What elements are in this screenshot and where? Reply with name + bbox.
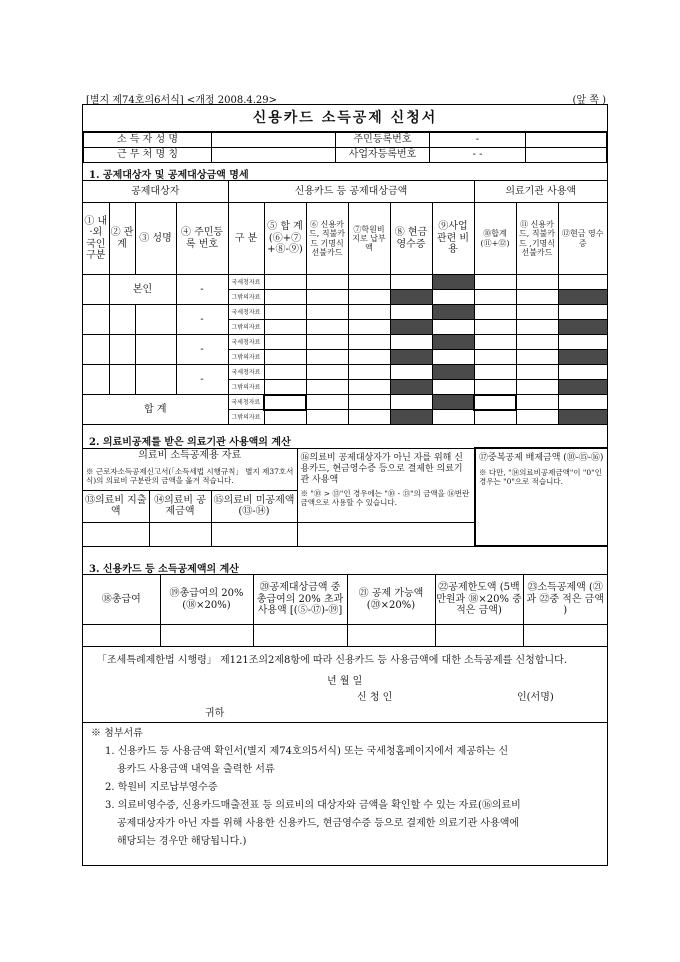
cell[interactable] (306, 335, 348, 350)
form-number: [별지 제74호의6서식] <개정 2008.4.29> (86, 95, 278, 106)
c20-value[interactable] (253, 625, 347, 647)
medical-data-label: 의료비 소득공제용 자료 (83, 448, 297, 462)
name-label: 소 득 자 성 명 (84, 133, 212, 148)
cell[interactable] (516, 290, 558, 305)
col15-value[interactable] (211, 522, 297, 546)
section1-title: 1. 공제대상자 및 공제대상금액 명세 (89, 170, 249, 181)
col16-value[interactable] (297, 522, 475, 546)
page-side: (앞 쪽 ) (572, 95, 606, 106)
total-sum-cell[interactable] (264, 395, 306, 410)
cell[interactable] (558, 335, 607, 350)
group-medical: 의료기관 사용액 (474, 181, 607, 203)
total-label: 합 계 (83, 395, 228, 425)
section2-table (83, 447, 607, 547)
col-medical-total: ⑩합계 (⑪+⑫) (474, 203, 516, 275)
rrn-extra (526, 133, 607, 148)
cell[interactable] (432, 320, 474, 335)
shaded-cell (558, 320, 607, 335)
cell[interactable] (516, 365, 558, 380)
cell[interactable] (474, 305, 516, 320)
cell[interactable] (348, 395, 390, 410)
col-academy: ⑦학원비 지로 납부액 (348, 203, 390, 275)
attachment-item-3b: 공제대상자가 아닌 자를 위해 사용한 신용카드, 현금영수증 등으로 결제한 의료기관 사용액에 (117, 818, 520, 829)
row-type-other: 그밖의자료 (228, 320, 264, 335)
row-type-other: 그밖의자료 (228, 380, 264, 395)
cell[interactable] (558, 275, 607, 290)
cell[interactable] (306, 350, 348, 365)
applicant-line (97, 690, 597, 706)
applicant-info-table (83, 132, 607, 163)
cell[interactable] (516, 350, 558, 365)
cell[interactable] (264, 290, 306, 305)
cell[interactable] (264, 305, 306, 320)
cell[interactable] (306, 275, 348, 290)
rrn-field[interactable]: - (430, 133, 526, 148)
medical-data-note: ※ 근로자소득공제신고서(「소득세법 시행규칙」 별지 제37호서식)의 의료비 구분란의 금액을 옮겨 적습니다. (83, 462, 297, 490)
row2-name[interactable] (135, 305, 176, 335)
col16-title: ⑯의료비 공제대상자가 아닌 자를 위해 신용카드, 현금영수증 등으로 결제한 의료기관 사용액 (300, 452, 463, 485)
row-type-nts: 국세청자료 (228, 395, 264, 410)
c21-header: ㉑ 공제 가능액 (⑳×20%) (347, 575, 435, 625)
col-division: 구 분 (228, 203, 264, 275)
shaded-cell (432, 395, 474, 410)
cell[interactable] (348, 335, 390, 350)
bizno-field[interactable]: - - (430, 148, 526, 163)
cell[interactable] (558, 305, 607, 320)
cell[interactable] (390, 365, 432, 380)
section3-table (83, 574, 607, 647)
col15-header: ⑮의료비 미공제액 (⑬-⑭) (211, 490, 297, 522)
section1-table (83, 180, 607, 425)
row-type-nts: 국세청자료 (228, 335, 264, 350)
group-target: 공제대상자 (83, 181, 228, 203)
col14-header: ⑭의료비 공제금액 (149, 490, 211, 522)
c19-value[interactable] (160, 625, 253, 647)
cell[interactable] (348, 275, 390, 290)
attachment-item-1b: 용카드 사용금액 내역을 출력한 서류 (117, 764, 275, 775)
bizno-extra (526, 148, 607, 163)
cell[interactable] (390, 395, 432, 410)
attachment-item-3c: 해당되는 경우만 해당됩니다.) (117, 836, 247, 847)
cell[interactable] (348, 350, 390, 365)
bizno-label: 사업자등록번호 (336, 148, 430, 163)
col-total: ⑤ 합 계 (⑥+⑦ +⑧-⑨) (264, 203, 306, 275)
cell[interactable] (516, 395, 558, 410)
addressee-line (97, 706, 597, 722)
shaded-cell (432, 305, 474, 320)
row2-relation[interactable] (109, 305, 135, 335)
workplace-field[interactable] (212, 148, 336, 163)
cell[interactable] (264, 350, 306, 365)
cell[interactable] (306, 290, 348, 305)
row-type-nts: 국세청자료 (228, 275, 264, 290)
cell[interactable] (264, 320, 306, 335)
cell[interactable] (306, 320, 348, 335)
c22-header: ㉒공제한도액 (5백만원과 ⑱×20% 중 적은 금액) (435, 575, 523, 625)
c22-value[interactable] (435, 625, 523, 647)
group-amount: 신용카드 등 공제대상금액 (228, 181, 474, 203)
cell[interactable] (558, 365, 607, 380)
shaded-cell (390, 320, 432, 335)
col17-header (475, 448, 607, 546)
cell[interactable] (264, 365, 306, 380)
signature-field[interactable]: 인(서명) (517, 692, 554, 703)
shaded-cell (390, 350, 432, 365)
cell[interactable] (432, 350, 474, 365)
cell[interactable] (348, 365, 390, 380)
shaded-cell (390, 290, 432, 305)
row4-relation[interactable] (109, 365, 135, 395)
row3-relation[interactable] (109, 335, 135, 365)
col-nationality: ① 내·외 국인 구분 (83, 203, 109, 275)
c18-value[interactable] (83, 625, 160, 647)
c18-header: ⑱총급여 (83, 575, 160, 625)
col17-note: ※ 다만, "⑭의료비공제금액"이 "0"인 경우는 "0"으로 적습니다. (479, 468, 602, 486)
row-type-other: 그밖의자료 (228, 290, 264, 305)
cell[interactable] (516, 320, 558, 335)
cell[interactable] (348, 305, 390, 320)
row2-nationality[interactable] (83, 305, 109, 335)
rrn-label: 주민등록번호 (336, 133, 430, 148)
cell[interactable] (348, 320, 390, 335)
cell[interactable] (432, 290, 474, 305)
row-type-other: 그밖의자료 (228, 350, 264, 365)
declaration (83, 647, 607, 722)
name-field[interactable] (212, 133, 336, 148)
row1-self: 본인 (109, 275, 176, 305)
col-business: ⑨사업 관련 비용 (432, 203, 474, 275)
cell[interactable] (306, 410, 348, 425)
workplace-label: 근 무 처 명 칭 (84, 148, 212, 163)
cell[interactable] (516, 335, 558, 350)
date-line (97, 674, 597, 690)
attachments-title: ※ 첨부서류 (91, 728, 143, 739)
col-credit-card: ⑥ 신용카드, 직불카드 기명식 선불카드 (306, 203, 348, 275)
cell[interactable] (474, 410, 516, 425)
row-type-nts: 국세청자료 (228, 365, 264, 380)
row-type-nts: 국세청자료 (228, 305, 264, 320)
shaded-cell (558, 380, 607, 395)
cell[interactable] (306, 365, 348, 380)
total-medical-cell[interactable] (474, 395, 516, 410)
col-medical-cash: ⑫현금 영수증 (558, 203, 607, 275)
declaration-text: 「조세특례제한법 시행령」 제121조의2제8항에 따라 신용카드 등 사용금액에 대한 소득공제를 신청합니다. (97, 655, 567, 666)
c23-header: ㉓소득공제액 (㉑과 ㉒중 적은 금액 ) (523, 575, 607, 625)
attachment-item-2: 2. 학원비 지로납부영수증 (105, 782, 218, 793)
cell[interactable] (474, 275, 516, 290)
cell[interactable] (264, 410, 306, 425)
col-cash-receipt: ⑧ 현금 영수증 (390, 203, 432, 275)
col17-title: ⑰중복공제 배제금액 (⑩-⑮-⑯) (479, 453, 604, 463)
addressee: 귀하 (205, 708, 225, 719)
cell[interactable] (390, 305, 432, 320)
col14-value[interactable] (149, 522, 211, 546)
col-rrn: ④ 주민등록 번호 (176, 203, 228, 275)
cell[interactable] (306, 395, 348, 410)
cell[interactable] (348, 380, 390, 395)
row3-nationality[interactable] (83, 335, 109, 365)
form-frame (82, 104, 608, 866)
cell[interactable] (306, 380, 348, 395)
section3-title: 3. 신용카드 등 소득공제액의 계산 (89, 564, 239, 575)
shaded-cell (390, 410, 432, 425)
shaded-cell (432, 365, 474, 380)
cell[interactable] (306, 305, 348, 320)
cell[interactable] (558, 395, 607, 410)
row1-nationality[interactable] (83, 275, 109, 305)
applicant-label: 신 청 인 (357, 692, 393, 703)
row4-rrn[interactable]: - (176, 365, 228, 395)
shaded-cell (432, 335, 474, 350)
date: 년 월 일 (327, 676, 363, 687)
shaded-cell (558, 410, 607, 425)
row3-rrn[interactable]: - (176, 335, 228, 365)
row4-name[interactable] (135, 365, 176, 395)
col13-value[interactable] (83, 522, 149, 546)
cell[interactable] (474, 320, 516, 335)
col13-header: ⑬의료비 지출액 (83, 490, 149, 522)
c21-value[interactable] (347, 625, 435, 647)
cell[interactable] (432, 410, 474, 425)
row-type-other: 그밖의자료 (228, 410, 264, 425)
row2-rrn[interactable]: - (176, 305, 228, 335)
cell[interactable] (516, 275, 558, 290)
row4-nationality[interactable] (83, 365, 109, 395)
cell[interactable] (264, 275, 306, 290)
cell[interactable] (390, 275, 432, 290)
section2-title: 2. 의료비공제를 받은 의료기관 사용액의 계산 (89, 437, 291, 448)
cell[interactable] (516, 380, 558, 395)
cell[interactable] (516, 410, 558, 425)
cell[interactable] (390, 335, 432, 350)
cell[interactable] (474, 335, 516, 350)
col-name: ③ 성명 (135, 203, 176, 275)
row3-name[interactable] (135, 335, 176, 365)
attachments (83, 722, 607, 853)
cell[interactable] (474, 365, 516, 380)
col-medical-card: ⑪ 신용카드, 직불카드 ,기명식 선불카드 (516, 203, 558, 275)
row1-rrn[interactable]: - (176, 275, 228, 305)
shaded-cell (558, 350, 607, 365)
shaded-cell (558, 290, 607, 305)
cell[interactable] (474, 290, 516, 305)
cell[interactable] (348, 290, 390, 305)
c23-value[interactable] (523, 625, 607, 647)
form-title: 신용카드 소득공제 신청서 (83, 105, 607, 132)
shaded-cell (390, 380, 432, 395)
attachment-item-3: 3. 의료비영수증, 신용카드매출전표 등 의료비의 대상자와 금액을 확인할 수 있는 자료(⑯의료비 (105, 800, 521, 811)
col16-note: ※ "⑩ > ⑬"인 경우에는 "⑩ - ⑬"의 금액을 ⑯번란 금액으로 사용할 수 있습니다. (300, 488, 470, 507)
cell[interactable] (348, 410, 390, 425)
col-relation: ② 관계 (109, 203, 135, 275)
attachment-item-1: 1. 신용카드 등 사용금액 확인서(별지 제74호의5서식) 또는 국세청홈페이지에서 제공하는 신 (105, 746, 509, 757)
cell[interactable] (474, 380, 516, 395)
col16-header (297, 448, 475, 522)
cell[interactable] (516, 305, 558, 320)
cell[interactable] (264, 380, 306, 395)
shaded-cell (432, 275, 474, 290)
cell[interactable] (264, 335, 306, 350)
c20-header: ⑳공제대상금액 중 총급여의 20% 초과 사용액 [(⑤-⑰)-⑲] (253, 575, 347, 625)
c19-header: ⑲총급여의 20% (⑱×20%) (160, 575, 253, 625)
cell[interactable] (432, 380, 474, 395)
cell[interactable] (474, 350, 516, 365)
